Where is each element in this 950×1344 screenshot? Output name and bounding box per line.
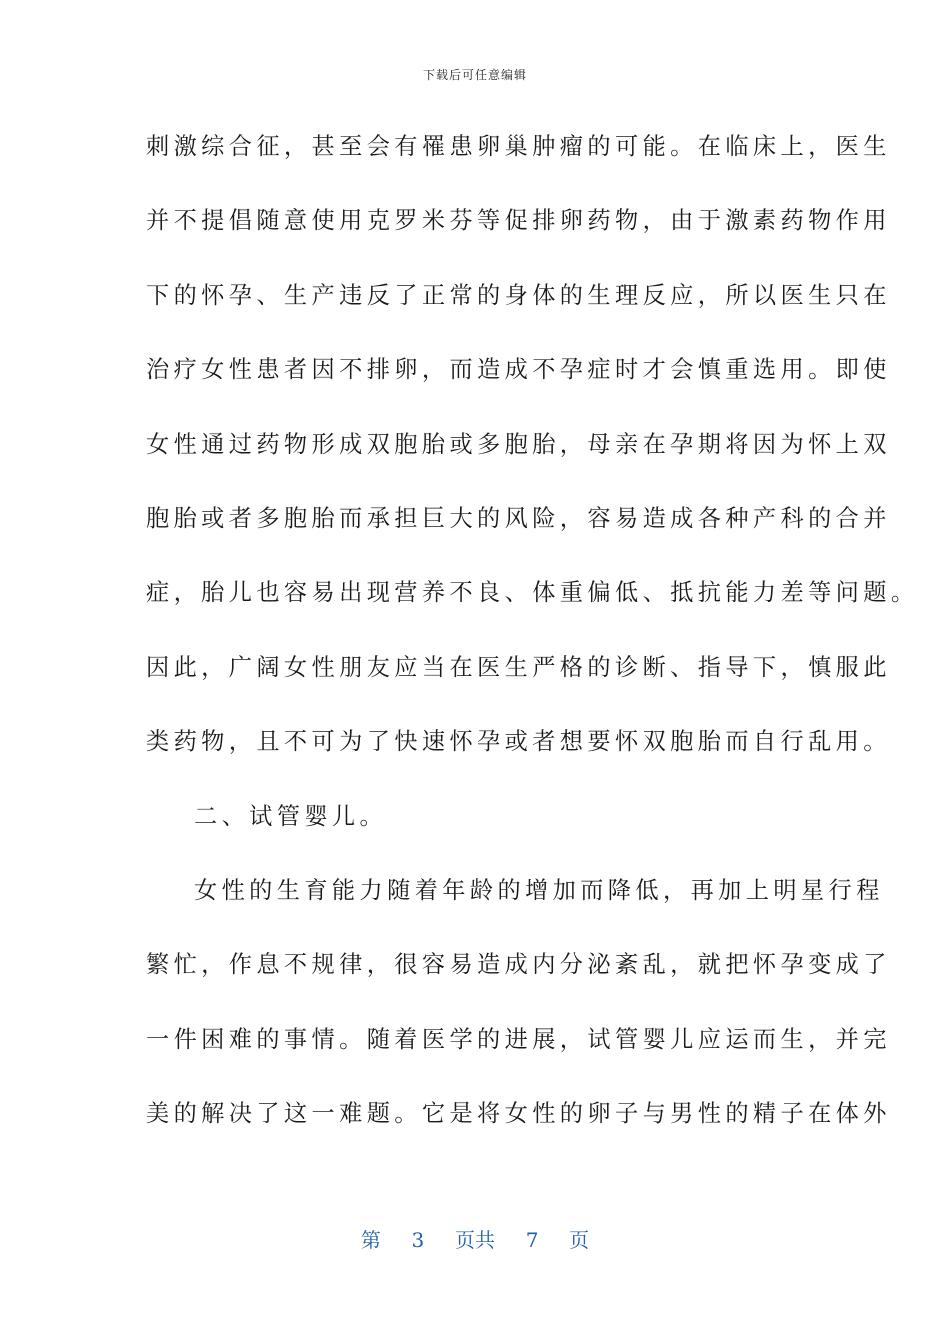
- body-line: 治疗女性患者因不排卵，而造成不孕症时才会慎重选用。即使: [146, 356, 891, 384]
- page-label-suffix: 页: [569, 1228, 590, 1252]
- body-line: 女性的生育能力随着年龄的增加而降低，再加上明星行程: [194, 876, 884, 904]
- body-line: 一件困难的事情。随着医学的进展，试管婴儿应运而生，并完: [146, 1025, 891, 1053]
- body-line: 刺激综合征，甚至会有罹患卵巢肿瘤的可能。在临床上，医生: [146, 133, 891, 160]
- body-line: 女性通过药物形成双胞胎或多胞胎，母亲在孕期将因为怀上双: [146, 430, 891, 458]
- body-line: 并不提倡随意使用克罗米芬等促排卵药物，由于激素药物作用: [146, 207, 891, 235]
- body-line: 下的怀孕、生产违反了正常的身体的生理反应，所以医生只在: [146, 281, 891, 309]
- document-body: [146, 125, 919, 1166]
- page-header: 下载后可任意编辑: [422, 68, 527, 82]
- body-line: 类药物，且不可为了快速怀孕或者想要怀双胞胎而自行乱用。: [146, 728, 891, 756]
- body-line: 因此，广阔女性朋友应当在医生严格的诊断、指导下，慎服此: [146, 653, 891, 681]
- page-label-prefix: 第: [360, 1228, 381, 1252]
- page-label-middle: 页共: [455, 1228, 495, 1252]
- total-pages-number: 7: [525, 1228, 539, 1252]
- body-line: 症，胎儿也容易出现营养不良、体重偏低、抵抗能力差等问题。: [146, 579, 919, 607]
- page-footer: [0, 1224, 950, 1253]
- body-line: 繁忙，作息不规律，很容易造成内分泌紊乱，就把怀孕变成了: [146, 951, 891, 979]
- body-line: 美的解决了这一难题。它是将女性的卵子与男性的精子在体外: [146, 1100, 891, 1128]
- section-heading: 二、试管婴儿。: [194, 802, 388, 830]
- current-page-number: 3: [411, 1228, 425, 1252]
- body-line: 胞胎或者多胞胎而承担巨大的风险，容易造成各种产科的合并: [146, 504, 891, 532]
